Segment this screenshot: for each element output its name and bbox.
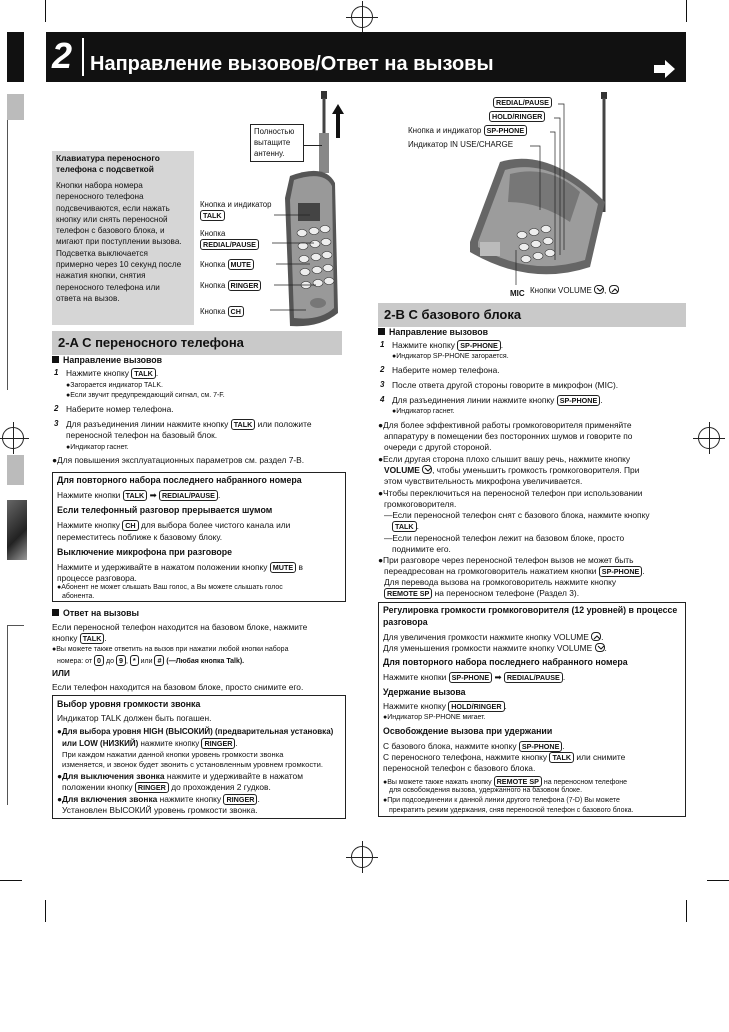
answer-note1: ●Вы можете также ответить на вызов при нажатии любой кнопки набора	[52, 646, 289, 653]
sp-phone-key-label: SP-PHONE	[519, 741, 563, 752]
box2-line6-text: нажмите и удерживайте в нажатом	[166, 771, 303, 781]
sp-phone-key-label: SP-PHONE	[599, 566, 643, 577]
step-b4-note: ●Индикатор гаснет.	[392, 408, 455, 415]
answer-note2-mid: до	[106, 658, 114, 665]
b-box-line9-tail: на переносном телефоне	[543, 779, 628, 786]
crop-mark	[686, 900, 687, 922]
talk-key-label: TALK	[549, 752, 574, 763]
box1-line2	[57, 520, 290, 531]
b-box-line9-text: ●Вы можете также нажать кнопку	[383, 779, 492, 786]
answer-line1: Если переносной телефон находится на базовом блоке, нажмите	[52, 622, 308, 632]
callout-line	[304, 145, 322, 146]
sp-phone-key-label: SP-PHONE	[557, 395, 601, 406]
sp-phone-key-label: SP-PHONE	[449, 672, 493, 683]
b-note3e: поднимите его.	[392, 544, 451, 554]
b-note4d-text: на переносном телефоне (Раздел 3).	[434, 588, 580, 598]
b-box-line3: Нажмите кнопки SP-PHONE ➡ REDIAL/PAUSE .	[383, 672, 566, 682]
key-star: *	[130, 655, 139, 666]
talk-key-label: TALK	[123, 490, 148, 501]
down-key-icon	[422, 465, 432, 474]
margin-gray-tab	[7, 455, 24, 485]
box2-line7	[62, 782, 271, 793]
box1-line4-text: Нажмите и удерживайте в нажатом положении кнопку	[57, 562, 268, 572]
b-box-line6-text: С базового блока, нажмите кнопку	[383, 741, 517, 751]
box2-line2: ●Для выбора уровня HIGH (ВЫСОКИЙ) (предварительная установка)	[57, 727, 334, 736]
box1-line3: переместитесь поближе к базовому блоку.	[57, 532, 223, 542]
section-2b-title: 2-B С базового блока	[378, 303, 686, 327]
crop-mark	[686, 0, 687, 22]
ch-key-label: CH	[122, 520, 138, 531]
box1-note2: абонента.	[62, 593, 95, 600]
registration-mark-icon	[351, 6, 373, 28]
b-box-line1: Для увеличения громкости нажмите кнопку VOLUME .	[383, 632, 604, 642]
or-label: ИЛИ	[52, 668, 70, 678]
answer-heading	[52, 608, 139, 620]
mute-key-label: MUTE	[228, 259, 254, 270]
box2-line8-bold: ●Для включения звонка	[57, 794, 158, 804]
box2-line7-tail: до прохождения 2 гудков.	[171, 782, 271, 792]
b-box-line1-text: Для увеличения громкости нажмите кнопку VOLUME	[383, 632, 589, 642]
talk-callout	[200, 199, 280, 221]
step-number: 1	[380, 340, 385, 349]
box1-line1: Нажмите кнопки TALK ➡ REDIAL/PAUSE .	[57, 490, 221, 500]
key-9: 9	[116, 655, 126, 666]
step-b1: Нажмите кнопку SP-PHONE .	[392, 340, 504, 350]
arrow-icon: ➡	[149, 490, 157, 500]
step-number: 3	[54, 419, 59, 428]
margin-line	[7, 120, 8, 390]
header-divider	[82, 38, 84, 76]
talk-key-label: TALK	[231, 419, 256, 430]
ringer-callout-pre: Кнопка	[200, 281, 226, 290]
box2-line8: ●Для включения звонка нажмите кнопку RINGER .	[57, 794, 260, 804]
ch-callout	[200, 306, 244, 318]
b-box-heading1: Регулировка громкости громкоговорителя (12 уровней) в процессе разговора	[383, 605, 678, 627]
step-b4-text: Для разъединения линии нажмите кнопку	[392, 395, 555, 405]
b-box-line2: Для уменьшения громкости нажмите кнопку VOLUME .	[383, 643, 607, 653]
crop-mark	[707, 880, 729, 881]
step-b2: Наберите номер телефона.	[392, 365, 500, 375]
answer-note2-tail: (—Любая кнопка Talk).	[166, 658, 245, 665]
volume-callout	[530, 285, 619, 297]
ch-key-label: CH	[228, 306, 244, 317]
box1-line2-text: Нажмите кнопку	[57, 520, 120, 530]
next-page-arrow-icon	[654, 60, 676, 78]
section-2a-dir-heading-text: Направление вызовов	[63, 355, 163, 365]
box2-line4: При каждом нажатии данной кнопки уровень громкости звонка	[62, 750, 284, 759]
b-box-heading4: Освобождение вызова при удержании	[383, 726, 553, 736]
answer-heading-text: Ответ на вызовы	[63, 608, 139, 618]
b-box-line3-text: Нажмите кнопки	[383, 672, 447, 682]
step-a1-text: Нажмите кнопку	[66, 368, 129, 378]
box2-line6	[57, 771, 303, 782]
box1-heading2: Если телефонный разговор прерывается шумом	[57, 505, 273, 515]
b-box-line7-text: С переносного телефона, нажмите кнопку	[383, 752, 548, 762]
base-sp-key-label: SP-PHONE	[484, 125, 528, 136]
box1-line5: процессе разговора.	[57, 573, 137, 583]
step-a1: Нажмите кнопку TALK .	[66, 368, 159, 378]
answer-line2-text: кнопку	[52, 633, 78, 643]
b-note4b: переадресован на громкоговоритель нажатием кнопки SP-PHONE .	[384, 566, 645, 576]
ringer-key-label: RINGER	[228, 280, 262, 291]
volume-callout-text: Кнопки VOLUME	[530, 286, 592, 295]
box2-line9: Установлен ВЫСОКИЙ уровень громкости звонка.	[62, 805, 258, 815]
box1-line4-text-b: в	[298, 562, 303, 572]
box2-line3: или LOW (НИЗКИЙ) нажмите кнопку RINGER .	[62, 739, 238, 748]
down-key-icon	[594, 285, 607, 295]
talk-key-label: TALK	[392, 521, 417, 532]
talk-key-label: TALK	[200, 210, 225, 221]
b-note4b-text: переадресован на громкоговоритель нажатием кнопки	[384, 566, 597, 576]
b-box-line11: ●При подсоединении к данной линии другого телефона (7-D) Вы можете	[383, 797, 620, 804]
b-box-heading2: Для повторного набора последнего набранного номера	[383, 657, 628, 667]
box2-heading: Выбор уровня громкости звонка	[57, 699, 201, 709]
ringer-key-label: RINGER	[135, 782, 169, 793]
box2-line3-text: нажмите кнопку	[140, 739, 200, 748]
b-note2b	[384, 465, 639, 476]
step-number: 1	[54, 368, 59, 377]
crop-mark	[0, 880, 22, 881]
b-note3b: громкоговорителя.	[384, 499, 457, 509]
mute-callout-pre: Кнопка	[200, 260, 226, 269]
ringer-key-label: RINGER	[201, 738, 235, 749]
step-b1-note: ●Индикатор SP-PHONE загорается.	[392, 353, 509, 360]
answer-note2-or: или	[140, 658, 153, 665]
b-box-line8: переносной телефон с базового блока.	[383, 763, 536, 773]
margin-line	[7, 625, 8, 805]
box2-line7-text: положении кнопку	[62, 782, 133, 792]
b-note3k: TALK .	[392, 521, 419, 532]
step-number: 2	[380, 365, 385, 374]
b-note2-volume: VOLUME	[384, 465, 420, 475]
remote-sp-key-label: REMOTE SP	[494, 776, 542, 787]
answer-line3: Если телефон находится на базовом блоке, просто снимите его.	[52, 682, 304, 692]
answer-note2: номера: от 0 до 9 , * или # (—Любая кнопка Talk).	[57, 656, 245, 665]
box1-line1-text: Нажмите кнопки	[57, 490, 121, 500]
box2-line6-bold: ●Для выключения звонка	[57, 771, 165, 781]
b-note2: ●Если другая сторона плохо слышит вашу речь, нажмите кнопку	[378, 454, 631, 464]
mute-callout	[200, 259, 254, 271]
redial-callout	[200, 228, 270, 250]
margin-gray-tab	[7, 94, 24, 120]
b-box-line2-text: Для уменьшения громкости нажмите кнопку VOLUME	[383, 643, 593, 653]
base-redial-key-label: REDIAL/PAUSE	[493, 97, 552, 108]
page-title: Направление вызовов/Ответ на вызовы	[90, 53, 494, 75]
b-note2-text: , чтобы уменьшить громкость громкоговорителя. При	[432, 465, 640, 475]
b-note3d: —Если переносной телефон лежит на базовом блоке, просто	[384, 533, 625, 543]
mic-label: MIC	[510, 289, 525, 298]
crop-mark	[45, 900, 46, 922]
down-key-icon	[595, 643, 605, 652]
backlight-text: Кнопки набора номера переносного телефона подсвечиваются, если нажать кнопку или снять переносной телефон с базового блока, и мигают при поступлении вызова. Подсветка выключается примерно через 10 секунд после нажатия кнопки, снятия переносного телефона или ответа на вызов.	[56, 181, 182, 303]
step-number: 2	[54, 404, 59, 413]
b-box-line7-tail: или снимите	[576, 752, 626, 762]
b-note2d: этом чувствительность микрофона увеличивается.	[384, 476, 583, 486]
section-2b-dir-heading-text: Направление вызовов	[389, 327, 489, 337]
registration-mark-icon	[2, 427, 24, 449]
b-box-line6: С базового блока, нажмите кнопку SP-PHONE .	[383, 741, 565, 751]
section-2a-dir-heading	[52, 355, 162, 367]
sp-phone-key-label: SP-PHONE	[457, 340, 501, 351]
step-a3-text-b: или положите переносной телефон на базовый блок.	[66, 419, 312, 441]
section-2a-note: ●Для повышения эксплуатационных параметров см. раздел 7-B.	[52, 455, 305, 465]
b-box-heading3: Удержание вызова	[383, 687, 466, 697]
step-number: 4	[380, 395, 385, 404]
base-hold-key-label: HOLD/RINGER	[489, 111, 545, 122]
b-box-line12: прекратить режим удержания, сняв переносной телефон с базового блока.	[389, 807, 634, 814]
base-sp-callout-pre: Кнопка и индикатор	[408, 126, 482, 135]
b-note3c: —Если переносной телефон снят с базового блока, нажмите кнопку	[384, 510, 650, 520]
box1-line4	[57, 562, 303, 573]
b-note4d	[384, 588, 579, 599]
box2-line8-text: нажмите кнопку	[159, 794, 222, 804]
remote-sp-key-label: REMOTE SP	[384, 588, 432, 599]
registration-mark-icon	[351, 846, 373, 868]
step-a3-note: ●Индикатор гаснет.	[66, 444, 129, 451]
talk-callout-pre: Кнопка и индикатор	[200, 200, 272, 209]
redial-key-label: REDIAL/PAUSE	[200, 239, 259, 250]
b-note1: ●Для более эффективной работы громкоговорителя применяйте	[378, 420, 632, 430]
talk-key-label: TALK	[80, 633, 105, 644]
redial-key-label: REDIAL/PAUSE	[159, 490, 218, 501]
mute-key-label: MUTE	[270, 562, 296, 573]
section-2a-title: 2-A С переносного телефона	[52, 331, 342, 355]
handset-callout-lines	[270, 200, 320, 320]
box2-line1: Индикатор TALK должен быть погашен.	[57, 713, 212, 723]
step-a3-text: Для разъединения линии нажмите кнопку	[66, 419, 229, 429]
volume-comma: ,	[604, 286, 607, 295]
step-b3: После ответа другой стороны говорите в микрофон (MIC).	[392, 380, 619, 390]
box1-line2-text-b: для выбора более чистого канала или	[140, 520, 291, 530]
backlight-title: Клавиатура переносного телефона с подсветкой	[56, 153, 160, 175]
redial-callout-pre: Кнопка	[200, 229, 226, 238]
step-a1-note1: ●Загорается индикатор TALK.	[66, 382, 163, 389]
key-0: 0	[94, 655, 104, 666]
hold-ringer-key-label: HOLD/RINGER	[448, 701, 504, 712]
base-callout-lines	[510, 100, 570, 290]
answer-note2-text: номера: от	[57, 658, 93, 665]
up-key-icon	[609, 285, 619, 294]
antenna-callout: Полностью вытащите антенну.	[254, 127, 295, 158]
step-b4: Для разъединения линии нажмите кнопку SP-PHONE .	[392, 395, 603, 405]
ch-callout-pre: Кнопка	[200, 307, 226, 316]
talk-key-label: TALK	[131, 368, 156, 379]
ringer-key-label: RINGER	[223, 794, 257, 805]
b-note1c: очереди с другой стороной.	[384, 442, 492, 452]
antenna-up-arrow-icon	[332, 104, 344, 138]
b-box-line7	[383, 752, 625, 763]
box1-heading3: Выключение микрофона при разговоре	[57, 547, 233, 557]
b-box-line10: для освобождения вызова, удержанного на базовом блоке.	[389, 787, 583, 794]
b-box-line4-text: Нажмите кнопку	[383, 701, 446, 711]
b-note1b: аппаратуру в помещении без посторонних шумов и говорите по	[384, 431, 633, 441]
b-note3: ●Чтобы переключиться на переносной телефон при использовании	[378, 488, 643, 498]
box2-line3-bold: или LOW (НИЗКИЙ)	[62, 739, 139, 748]
b-note4: ●При разговоре через переносной телефон вызов не может быть	[378, 555, 634, 565]
margin-photo	[7, 500, 27, 560]
box2-line5: изменяется, и звонок будет звонить с установленным уровнем громкости.	[62, 760, 323, 769]
redial-key-label: REDIAL/PAUSE	[504, 672, 563, 683]
margin-line	[7, 625, 24, 626]
box1-heading1: Для повторного набора последнего набранного номера	[57, 475, 302, 485]
step-a1-note2: ●Если звучит предупреждающий сигнал, см. 7-F.	[66, 392, 225, 399]
base-inuse-callout: Индикатор IN USE/CHARGE	[408, 140, 514, 149]
step-b1-text: Нажмите кнопку	[392, 340, 455, 350]
ringer-callout	[200, 280, 261, 292]
up-key-icon	[591, 632, 601, 641]
step-a3	[66, 419, 346, 442]
key-hash: #	[154, 655, 164, 666]
b-box-line5: ●Индикатор SP-PHONE мигает.	[383, 714, 486, 721]
margin-black-tab	[7, 32, 24, 82]
registration-mark-icon	[698, 427, 720, 449]
crop-mark	[45, 0, 46, 22]
answer-line2: кнопку TALK .	[52, 633, 107, 643]
section-2b-dir-heading	[378, 327, 488, 339]
b-note4c: Для перевода вызова на громкоговоритель нажмите кнопку	[384, 577, 617, 587]
header-number: 2	[52, 35, 73, 76]
box1-note1: ●Абонент не может слышать Ваш голос, а Вы можете слышать голос	[57, 584, 283, 591]
step-a2: Наберите номер телефона.	[66, 404, 174, 414]
b-box-line4: Нажмите кнопку HOLD/RINGER .	[383, 701, 507, 711]
step-number: 3	[380, 380, 385, 389]
